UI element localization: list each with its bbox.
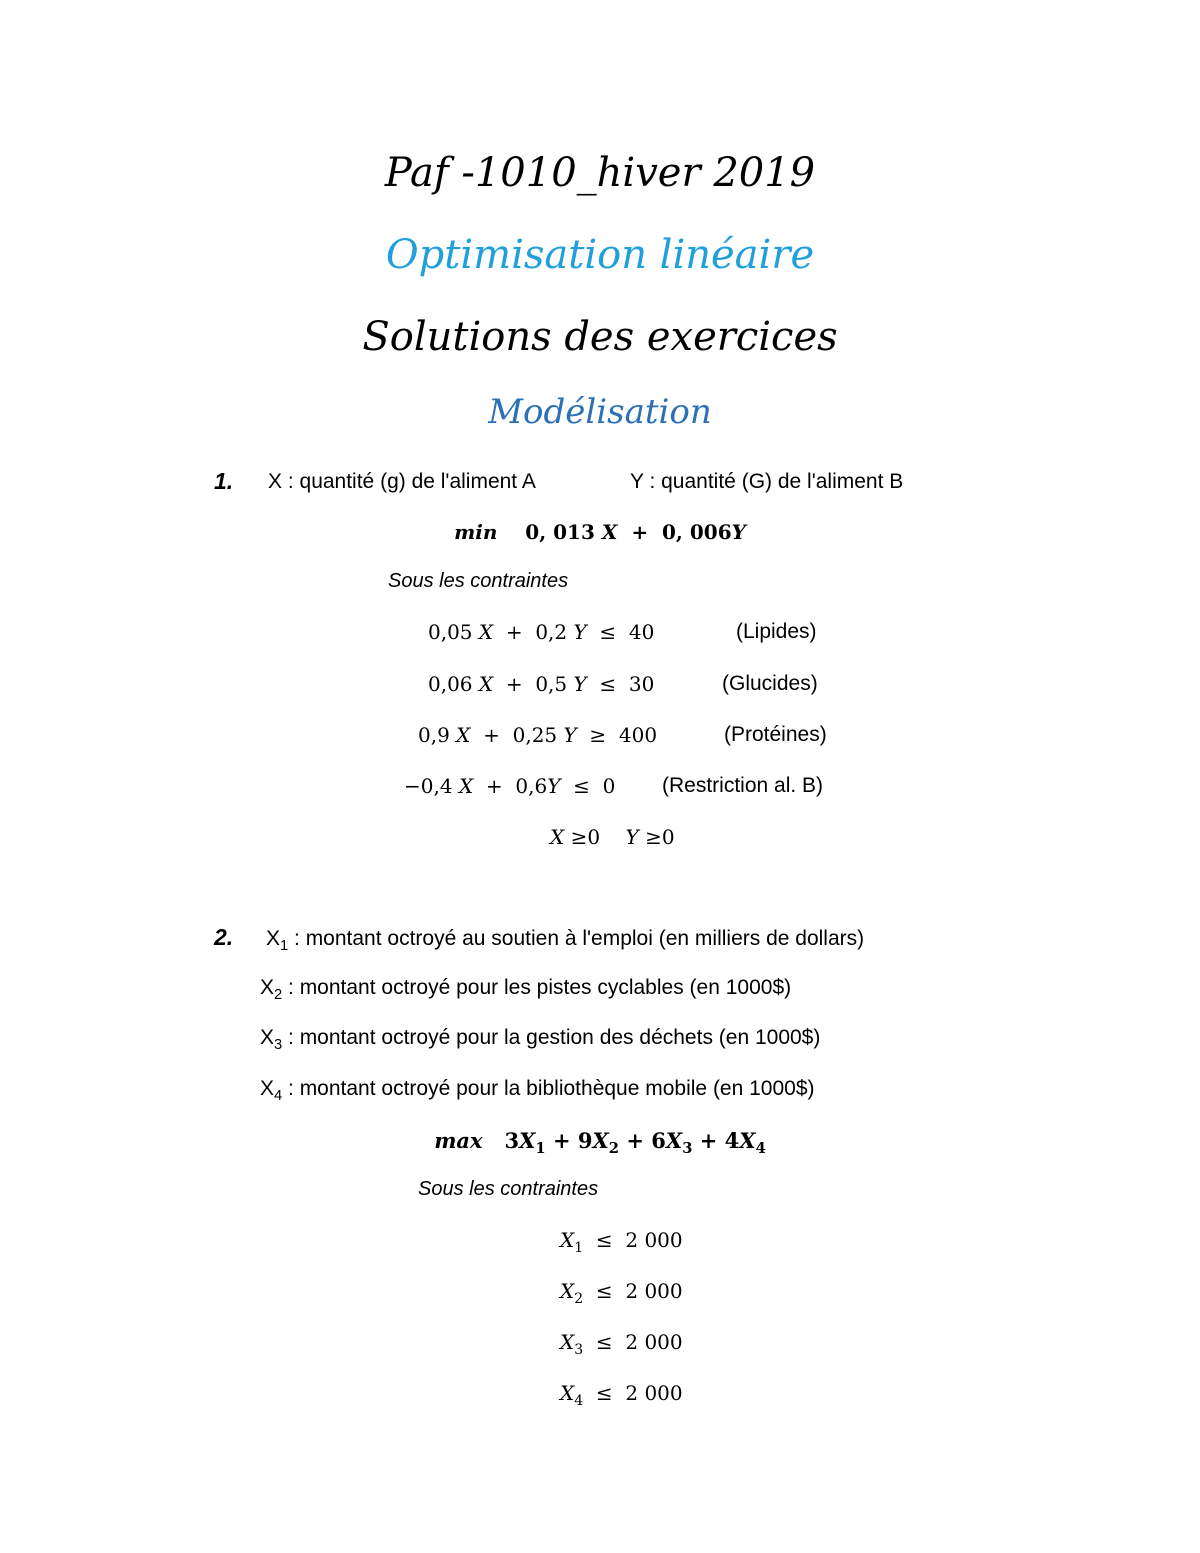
subscript: 4: [574, 1393, 584, 1409]
var-description: : montant octroyé pour la bibliothèque mobile (en 1000$): [282, 1077, 815, 1100]
var: X: [478, 620, 494, 644]
exercise-1-number: 1.: [214, 468, 234, 494]
var-description: : montant octroyé au soutien à l'emploi (en milliers de dollars): [288, 927, 865, 950]
relation: ≤: [595, 1279, 613, 1303]
subscript: 1: [574, 1240, 584, 1256]
var: X: [560, 1330, 575, 1354]
rhs: 0: [587, 825, 601, 849]
objective-coef: 6: [651, 1128, 666, 1153]
rhs: 2 000: [625, 1381, 683, 1405]
var: X: [560, 1228, 575, 1252]
var: X: [550, 825, 565, 849]
constraint-proteines: 0,9 X + 0,25 Y ≥ 400: [418, 723, 658, 747]
exercise-1-constraints-label: Sous les contraintes: [388, 570, 569, 592]
var-description: : montant octroyé pour les pistes cyclables (en 1000$): [282, 976, 792, 999]
var: Y: [547, 774, 561, 798]
constraint-glucides: 0,06 X + 0,5 Y ≤ 30: [428, 672, 655, 696]
objective-var-1: X: [601, 520, 618, 544]
relation: ≤: [595, 1330, 613, 1354]
coef: 0,6: [515, 774, 548, 798]
relation: ≤: [599, 620, 617, 644]
constraint-x2: [560, 1279, 683, 1307]
topic-title: Optimisation linéaire: [385, 232, 815, 278]
relation: ≥: [645, 825, 662, 849]
objective-coef-2: 0, 006: [662, 520, 732, 544]
objective-keyword: max: [434, 1128, 483, 1153]
constraint-restriction: −0,4 X + 0,6Y ≤ 0: [404, 774, 616, 798]
constraint-label-glucides: (Glucides): [722, 672, 818, 695]
exercise-2-var-4: [260, 1077, 815, 1104]
constraint-label-restriction: (Restriction al. B): [662, 774, 824, 797]
constraint-label-proteines: (Protéines): [724, 723, 827, 746]
objective-coef: 9: [577, 1128, 593, 1153]
coef: 0,05: [428, 620, 473, 644]
var: Y: [573, 672, 587, 696]
coef: 0,9: [418, 723, 450, 747]
var: X: [560, 1279, 575, 1303]
var-subscript: 4: [274, 1088, 283, 1105]
exercise-2-objective: [0, 1128, 1200, 1157]
objective-var-2: Y: [731, 520, 746, 544]
exercise-2-constraints-label: Sous les contraintes: [418, 1178, 599, 1200]
objective-var: X: [592, 1128, 609, 1153]
exercise-2-var-2: [260, 976, 791, 1003]
var: X: [478, 672, 494, 696]
rhs: 400: [618, 723, 658, 747]
relation: ≤: [573, 774, 590, 798]
var: Y: [573, 620, 587, 644]
coef: 0,5: [535, 672, 568, 696]
subscript: 3: [574, 1342, 584, 1358]
constraint-x4: [560, 1381, 683, 1409]
objective-coef-1: 0, 013: [525, 520, 595, 544]
exercise-2-var-1: [266, 927, 864, 954]
section-title: Modélisation: [488, 392, 712, 432]
subscript: 2: [574, 1291, 584, 1307]
var-symbol: X: [266, 927, 281, 950]
exercise-1-var-y: Y : quantité (G) de l'aliment B: [630, 470, 904, 493]
var: Y: [625, 825, 639, 849]
rhs: 40: [628, 620, 655, 644]
var-subscript: 3: [274, 1037, 283, 1054]
exercise-2-var-3: [260, 1026, 820, 1053]
constraint-label-lipides: (Lipides): [736, 620, 817, 643]
relation: ≤: [595, 1228, 613, 1252]
objective-subscript: 4: [755, 1140, 766, 1158]
course-title: Paf -1010_hiver 2019: [384, 150, 816, 196]
constraint-nonnegativity: [550, 825, 675, 849]
relation: ≥: [570, 825, 588, 849]
objective-subscript: 3: [682, 1140, 693, 1158]
coef: −0,4: [404, 774, 453, 798]
var-symbol: X: [260, 976, 275, 999]
relation: ≤: [599, 672, 617, 696]
coef: 0,25: [512, 723, 558, 747]
subtitle: Solutions des exercices: [362, 314, 838, 360]
objective-var: X: [739, 1128, 756, 1153]
var-subscript: 2: [274, 987, 283, 1004]
objective-var: X: [519, 1128, 536, 1153]
objective-keyword: min: [454, 520, 498, 544]
objective-coef: 3: [504, 1128, 520, 1153]
var: X: [456, 723, 471, 747]
var-subscript: 1: [280, 938, 289, 955]
rhs: 2 000: [625, 1279, 683, 1303]
exercise-1-objective: [0, 520, 1200, 544]
coef: 0,06: [428, 672, 473, 696]
objective-subscript: 1: [535, 1140, 546, 1158]
objective-operator: +: [631, 520, 649, 544]
objective-operator: +: [626, 1128, 644, 1153]
objective-operator: +: [552, 1128, 571, 1153]
objective-var: X: [665, 1128, 683, 1153]
rhs: 2 000: [625, 1330, 683, 1354]
var: X: [560, 1381, 575, 1405]
exercise-2-number: 2.: [214, 924, 234, 950]
objective-operator: +: [699, 1128, 718, 1153]
var-symbol: X: [260, 1077, 275, 1100]
constraint-x1: [560, 1228, 683, 1256]
var: X: [458, 774, 474, 798]
exercise-1-var-x: X : quantité (g) de l'aliment A: [268, 470, 536, 493]
rhs: 0: [661, 825, 675, 849]
relation: ≤: [595, 1381, 613, 1405]
var-symbol: X: [260, 1026, 275, 1049]
objective-coef: 4: [724, 1128, 740, 1153]
var: Y: [563, 723, 577, 747]
rhs: 30: [628, 672, 655, 696]
rhs: 2 000: [625, 1228, 683, 1252]
var-description: : montant octroyé pour la gestion des déchets (en 1000$): [282, 1026, 821, 1049]
constraint-x3: [560, 1330, 683, 1358]
rhs: 0: [602, 774, 616, 798]
coef: 0,2: [535, 620, 568, 644]
objective-subscript: 2: [608, 1140, 620, 1158]
constraint-lipides: 0,05 X + 0,2 Y ≤ 40: [428, 620, 655, 644]
relation: ≥: [589, 723, 607, 747]
